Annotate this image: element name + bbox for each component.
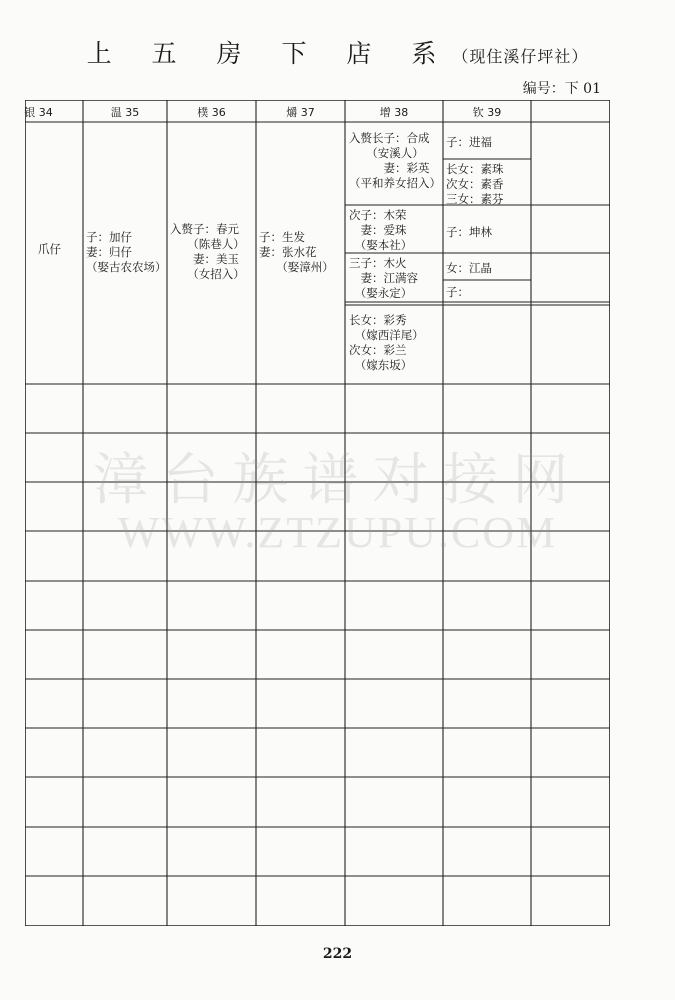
gen38-block-4: 长女：彩秀 （嫁西洋尾） 次女：彩兰 （嫁东坂） bbox=[349, 313, 424, 372]
column-header-36: 樸 36 bbox=[197, 106, 226, 119]
gen35-entry: 子：加仔 妻：归仔 （娶古农农场） bbox=[86, 230, 167, 274]
watermark-url: WWW.ZTZUPU.COM bbox=[117, 508, 558, 557]
gen34-name: 爪仔 bbox=[38, 242, 61, 256]
gen39-block-2: 长女：素珠 次女：素香 三女：素芬 bbox=[446, 162, 504, 206]
title-subtitle: （现住溪仔坪社） bbox=[452, 47, 589, 66]
gen36-entry: 入赘子：春元 （陈巷人） 妻：美玉 （女招入） bbox=[170, 222, 245, 281]
gen37-entry: 子：生发 妻：张水花 （娶漳州） bbox=[259, 230, 334, 274]
column-header-39: 钦 39 bbox=[472, 106, 502, 119]
page-number: 222 bbox=[322, 946, 353, 962]
gen39-block-3: 子：坤林 bbox=[446, 225, 492, 239]
gen39-block-1: 子：进福 bbox=[446, 135, 492, 149]
column-header-38: 增 38 bbox=[379, 106, 409, 119]
column-header-37: 爝 37 bbox=[286, 106, 315, 119]
gen38-block-2: 次子：木荣 妻：爱珠 （娶本社） bbox=[349, 208, 413, 252]
serial-number: 编号：下 01 bbox=[522, 81, 601, 97]
column-header-35: 温 35 bbox=[110, 106, 140, 119]
watermark-chinese: 漳台族谱对接网 bbox=[92, 448, 583, 513]
page-title bbox=[0, 34, 675, 70]
gen38-block-1: 入赘长子：合成 （安溪人） 妻：彩英 （平和养女招入） bbox=[349, 131, 441, 190]
title-main: 上 五 房 下 店 系 bbox=[86, 39, 453, 68]
gen39-block-5: 子： bbox=[446, 285, 469, 299]
column-header-34: 银 34 bbox=[24, 106, 53, 119]
gen39-block-4: 女：江晶 bbox=[446, 261, 492, 275]
gen38-block-3: 三子：木火 妻：江满容 （娶永定） bbox=[349, 256, 418, 300]
